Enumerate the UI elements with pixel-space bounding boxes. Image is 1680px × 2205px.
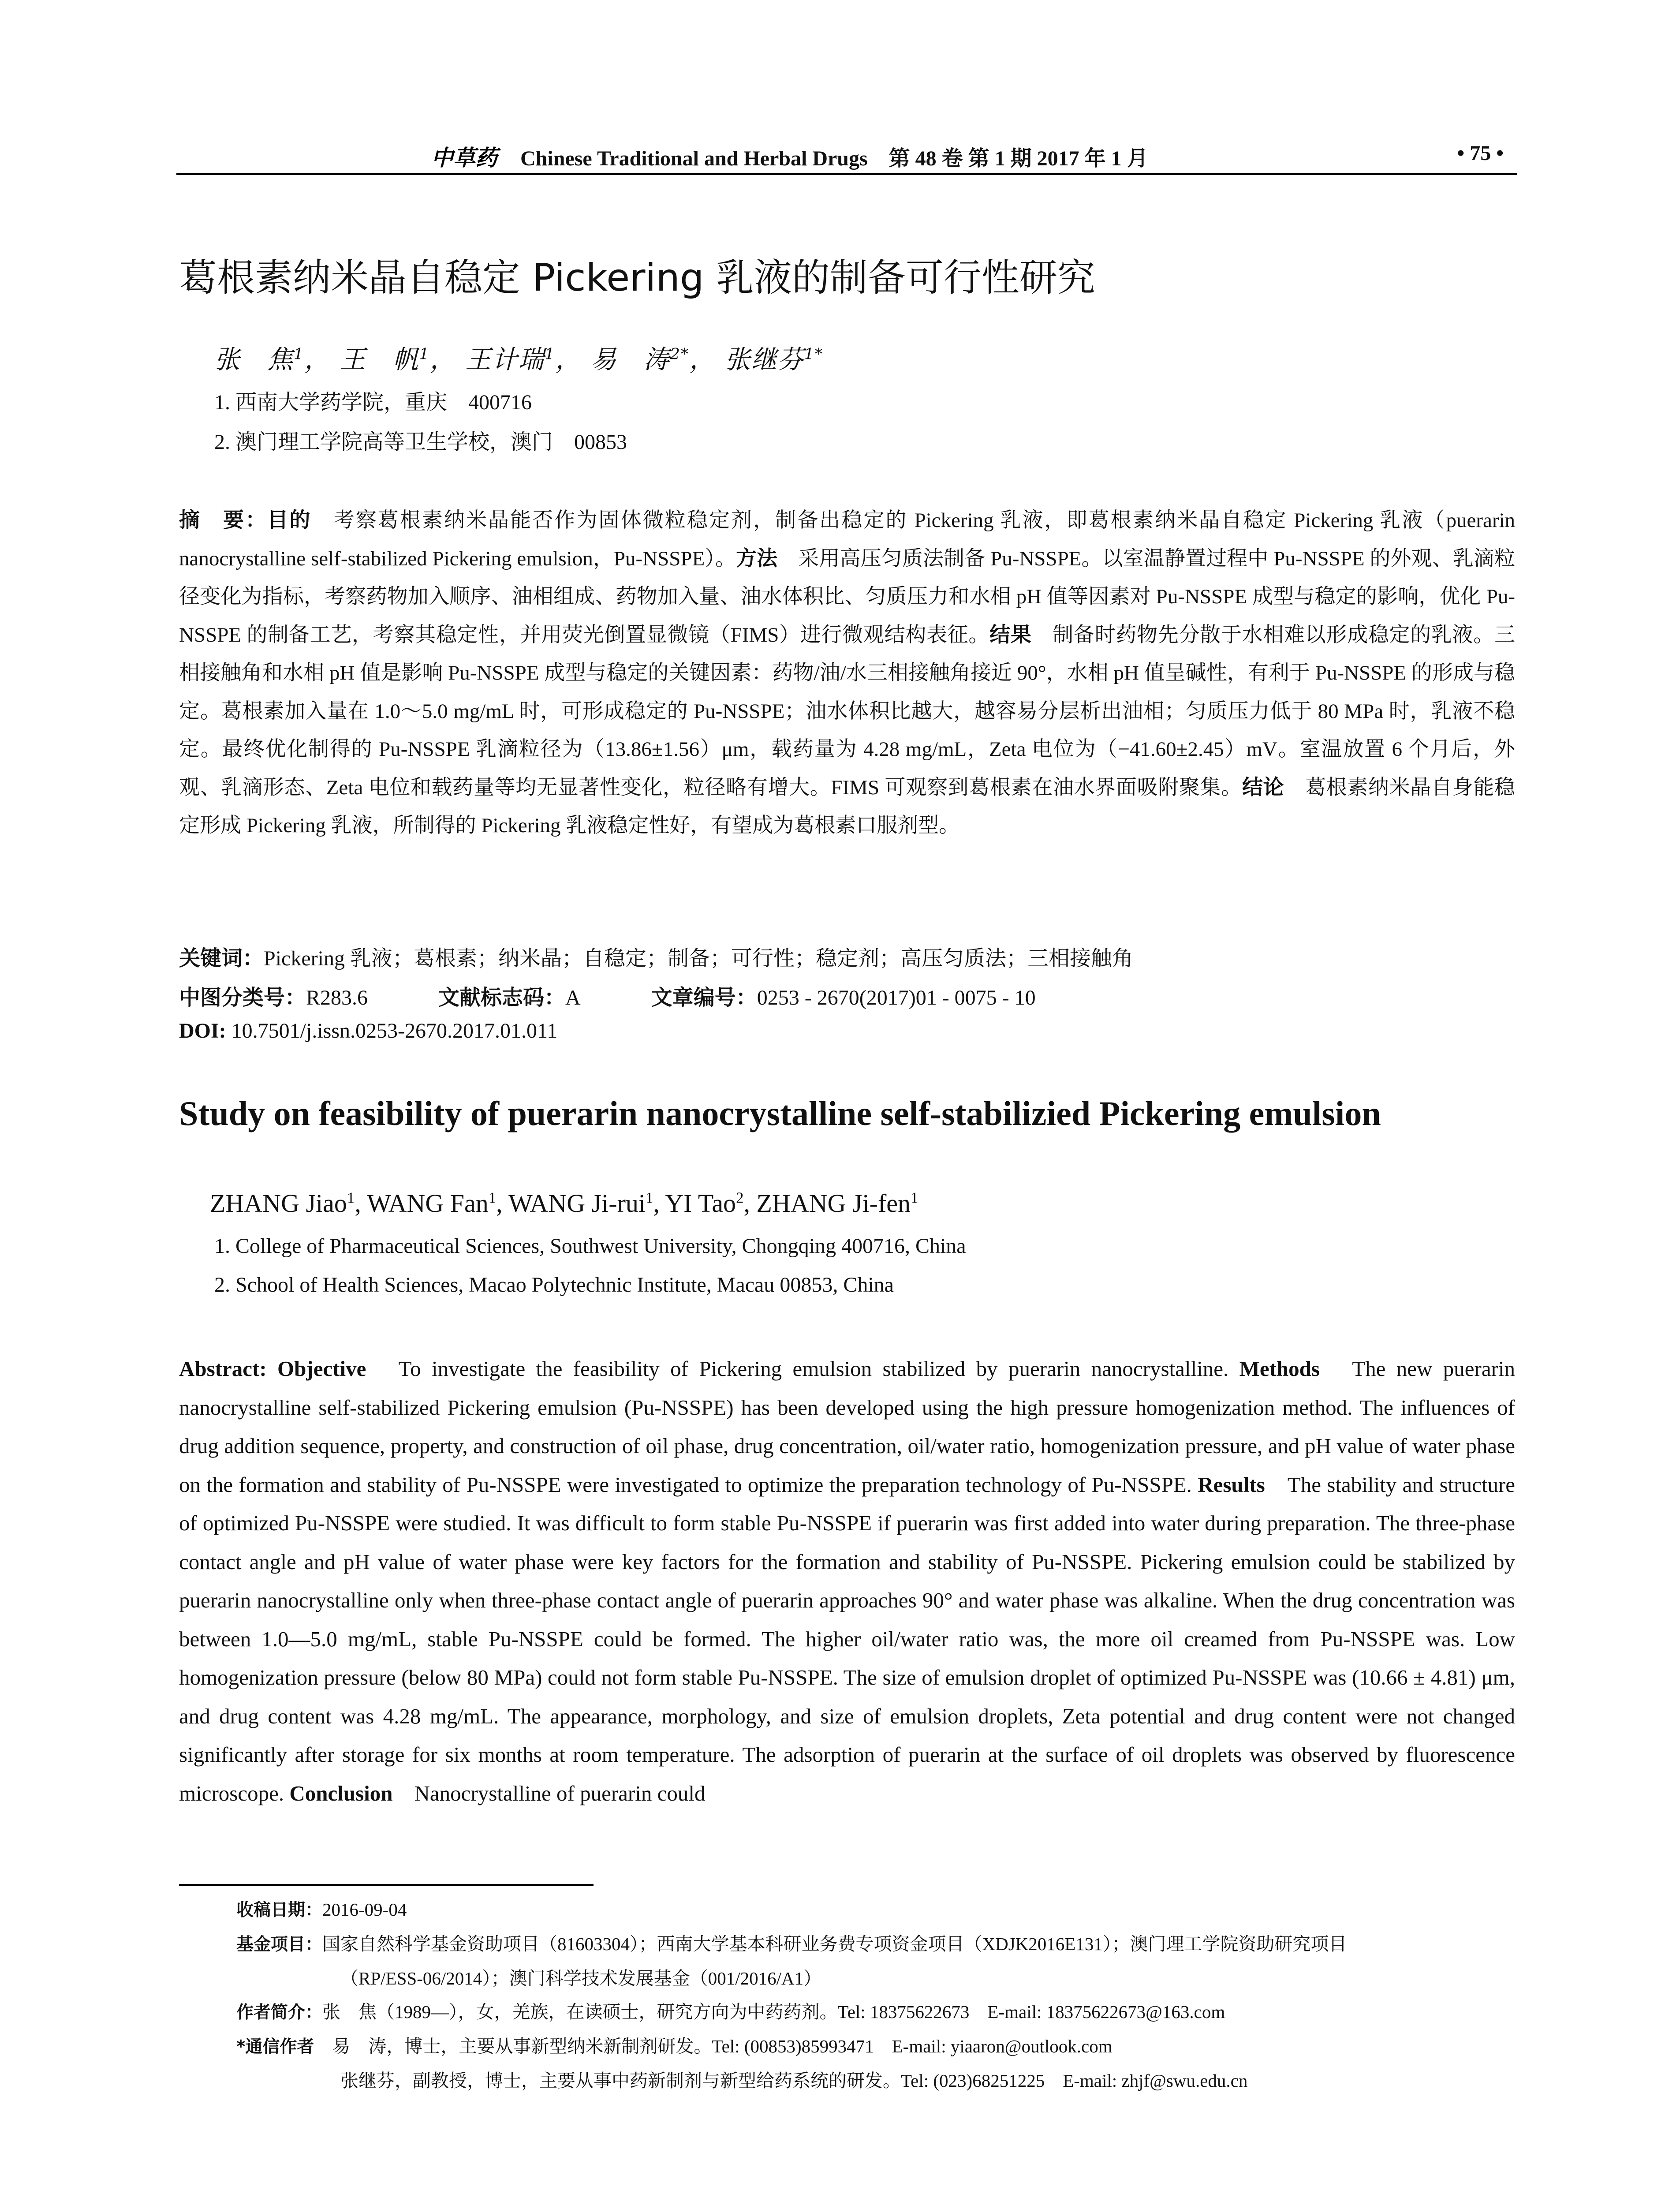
author-name: YI Tao (665, 1189, 736, 1218)
article-no-value: 0253 - 2670(2017)01 - 0075 - 10 (757, 986, 1036, 1009)
author-affiliation-mark: 1* (804, 345, 824, 363)
author-affiliation-mark: 1 (646, 1189, 653, 1207)
english-abstract (179, 1349, 1515, 1813)
keywords-text: Pickering 乳液；葛根素；纳米晶；自稳定；制备；可行性；稳定剂；高压匀质法；三相接触角 (264, 947, 1133, 970)
author-affiliation-mark: 1 (545, 345, 556, 363)
results-text: The stability and structure of optimized Pu-NSSPE were studied. It was difficult to form stable Pu-NSSPE if puerarin was first added into water during preparation. The three-phase contact angle and pH value of water phase were key factors for the formation and stability of Pu-NSSPE. Pickering emulsion could be stabilized by puerarin nanocrystalline only when three-phase contact angle of puerarin approaches 90° and water phase was alkaline. When the drug concentration was between 1.0—5.0 mg/mL, stable Pu-NSSPE could be formed. The higher oil/water ratio was, the more oil creamed from Pu-NSSPE was. Low homogenization pressure (below 80 MPa) could not form stable Pu-NSSPE. The size of emulsion droplet of optimized Pu-NSSPE was (10.66 ± 4.81) μm, and drug content was 4.28 mg/mL. The appearance, morphology, and size of emulsion droplets, Zeta potential and drug content were not changed significantly after storage for six months at room temperature. The adsorption of puerarin at the surface of oil droplets was observed by fluorescence microscope. (179, 1472, 1515, 1805)
header-rule (176, 173, 1517, 175)
methods-label: Methods (1239, 1357, 1320, 1381)
conclusion-text: Nanocrystalline of puerarin could (392, 1781, 706, 1805)
footnote-rule (179, 1884, 594, 1886)
conclusion-text: 葛根素纳米晶自身能稳定形成 Pickering 乳液，所制得的 Pickering 乳液稳定性好，有望成为葛根素口服剂型。 (179, 776, 1515, 837)
corresponding-1: 易 涛，博士，主要从事新型纳米新制剂研发。Tel: (00853)85993471 E-mail: yiaaron@outlook.com (314, 2036, 1113, 2056)
author-name: 张继芬 (724, 344, 804, 374)
keywords-label: 关键词： (179, 946, 264, 971)
class-value: R283.6 (306, 986, 368, 1009)
chinese-keywords (179, 941, 1133, 972)
author-affiliation-mark: 1 (911, 1189, 918, 1207)
objective-text: To investigate the feasibility of Pickering emulsion stabilized by puerarin nanocrystalline. (366, 1357, 1239, 1381)
received-label: 收稿日期： (236, 1900, 323, 1920)
author-bio (236, 1995, 1515, 2029)
fund-line-1: 国家自然科学基金资助项目（81603304）；西南大学基本科研业务费专项资金项目（XDJK2016E131）；澳门理工学院资助研究项目 (322, 1934, 1347, 1954)
objective-text: 考察葛根素纳米晶能否作为固体微粒稳定剂，制备出稳定的 Pickering 乳液，即葛根素纳米晶自稳定 Pickering 乳液（puerarin nanocrystalline self-stabilized Pickering emulsion，Pu-NSSPE）。 (179, 509, 1516, 570)
author-name: 易 涛 (590, 344, 670, 374)
journal-issue-line: Chinese Traditional and Herbal Drugs 第 48 卷 第 1 期 2017 年 1 月 (520, 147, 1148, 170)
page-number: • 75 • (1457, 142, 1504, 165)
author-affiliation-mark: 1 (419, 345, 430, 363)
objective-label: 目的 (267, 508, 312, 532)
running-header (176, 140, 1517, 176)
corresponding-label: *通信作者 (236, 2037, 314, 2057)
corresponding-author (236, 2029, 1515, 2064)
author-affiliation-mark: 1 (294, 345, 305, 363)
author-affiliation-mark: 1 (347, 1189, 355, 1207)
received-date (236, 1893, 1515, 1927)
article-no-label: 文章编号： (651, 985, 757, 1010)
doc-code-value: A (565, 986, 581, 1009)
methods-text: The new puerarin nanocrystalline self-stabilized Pickering emulsion (Pu-NSSPE) has been developed using the high pressure homogenization method. The influences of drug addition sequence, property, and construction of oil phase, drug concentration, oil/water ratio, homogenization pressure, and pH value of water phase on the formation and stability of Pu-NSSPE were investigated to optimize the preparation technology of Pu-NSSPE. (179, 1357, 1516, 1497)
author-affiliation-mark: 2* (670, 345, 690, 363)
class-label: 中图分类号： (179, 985, 306, 1010)
author-name: ZHANG Jiao (210, 1189, 347, 1218)
conclusion-label: 结论 (1242, 775, 1284, 800)
chinese-abstract (179, 501, 1515, 845)
doi-line (179, 1019, 557, 1043)
chinese-affiliation-1: 1. 西南大学药学院，重庆 400716 (214, 391, 532, 414)
results-text: 制备时药物先分散于水相难以形成稳定的乳液。三相接触角和水相 pH 值是影响 Pu-NSSPE 成型与稳定的关键因素：药物/油/水三相接触角接近 90°，水相 pH 值呈碱性，有利于 Pu-NSSPE 的形成与稳定。葛根素加入量在 1.0～5.0 mg/mL 时，可形成稳定的 Pu-NSSPE；油水体积比越大，越容易分层析出油相；匀质压力低于 80 MPa 时，乳液不稳定。最终优化制得的 Pu-NSSPE 乳滴粒径为（13.86±1.56）μm，载药量为 4.28 mg/mL，Zeta 电位为（−41.60±2.45）mV。室温放置 6 个月后，外观、乳滴形态、Zeta 电位和载药量等均无显著性变化，粒径略有增大。FIMS 可观察到葛根素在油水界面吸附聚集。 (179, 623, 1516, 799)
english-affiliation-2: 2. School of Health Sciences, Macao Polytechnic Institute, Macau 00853, China (214, 1273, 894, 1297)
fund-line-2: （RP/ESS-06/2014）；澳门科学技术发展基金（001/2016/A1） (340, 1968, 822, 1988)
bio-text: 张 焦（1989—），女，羌族，在读硕士，研究方向为中药药剂。Tel: 18375622673 E-mail: 18375622673@163.com (322, 2002, 1225, 2022)
results-label: Results (1198, 1472, 1265, 1497)
abstract-objective-label: Abstract: Objective (179, 1357, 366, 1381)
methods-text: 采用高压匀质法制备 Pu-NSSPE。以室温静置过程中 Pu-NSSPE 的外观、乳滴粒径变化为指标，考察药物加入顺序、油相组成、药物加入量、油水体积比、匀质压力和水相 pH 值等因素对 Pu-NSSPE 成型与稳定的影响，优化 Pu-NSSPE 的制备工艺，考察其稳定性，并用荧光倒置显微镜（FIMS）进行微观结构表征。 (179, 547, 1515, 647)
author-name: WANG Fan (367, 1189, 489, 1218)
author-name: 王计瑞 (465, 344, 545, 374)
chinese-affiliation-2: 2. 澳门理工学院高等卫生学校，澳门 00853 (214, 430, 627, 454)
author-affiliation-mark: 2 (736, 1189, 744, 1207)
english-title: Study on feasibility of puerarin nanocrystalline self-stabilizied Pickering emulsion (179, 1094, 1381, 1132)
methods-label: 方法 (736, 546, 778, 571)
fund-note (236, 1927, 1515, 1962)
abstract-label: 摘 要： (179, 508, 268, 532)
author-name: ZHANG Ji-fen (756, 1189, 911, 1218)
author-name: WANG Ji-rui (508, 1189, 646, 1218)
english-authors: ZHANG Jiao$^1$, WANG Fan$^1$, WANG Ji-rui$^1$, YI Tao$^2$, ZHANG Ji-fen$^1$ (210, 1189, 918, 1218)
doi-value[interactable]: 10.7501/j.issn.0253-2670.2017.01.011 (226, 1019, 558, 1043)
author-name: 王 帆 (340, 344, 419, 374)
author-name: 张 焦 (214, 344, 294, 374)
doi-label: DOI: (179, 1019, 226, 1043)
corresponding-2: 张继芬，副教授，博士，主要从事中药新制剂与新型给药系统的研发。Tel: (023)68251225 E-mail: zhjf@swu.edu.cn (340, 2070, 1248, 2091)
chinese-authors: 张 焦$^1$， 王 帆$^1$， 王计瑞$^1$， 易 涛$^{2*}$， 张继芬$^{1*}$ (214, 344, 824, 374)
author-affiliation-mark: 1 (488, 1189, 497, 1207)
chinese-title: 葛根素纳米晶自稳定 Pickering 乳液的制备可行性研究 (179, 256, 1095, 300)
journal-logo: 中草药 (431, 146, 497, 170)
doc-code-label: 文献标志码： (438, 985, 566, 1010)
classification-line (179, 980, 1036, 1011)
fund-label: 基金项目： (236, 1935, 323, 1955)
footnotes (236, 1893, 1515, 2097)
bio-label: 作者简介： (236, 2003, 323, 2022)
received-value: 2016-09-04 (322, 1899, 407, 1920)
english-affiliation-1: 1. College of Pharmaceutical Sciences, Southwest University, Chongqing 400716, China (214, 1234, 966, 1258)
results-label: 结果 (989, 622, 1032, 647)
conclusion-label: Conclusion (289, 1781, 393, 1805)
